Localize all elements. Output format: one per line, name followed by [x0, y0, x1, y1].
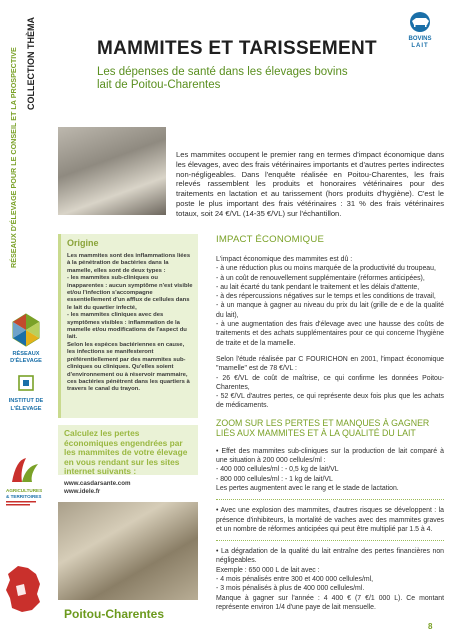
impact-item: - au lait écarté du tank pendant le traitement et les délais d'attente,	[216, 283, 420, 291]
impact-item: - à un coût de renouvellement supplémentaire (réformes anticipées),	[216, 274, 425, 282]
impact-item: - à une réduction plus ou moins marquée de la productivité du troupeau,	[216, 265, 436, 273]
zoom-line: - 400 000 cellules/ml : - 0,5 kg de lait/VL	[216, 466, 339, 474]
study-paragraph: Selon l'étude réalisée par C FOURICHON en 2001, l'impact économique "mamelle" est de 78 €/VL :	[216, 355, 444, 373]
reseaux-logo-line2: D'ÉLEVAGE	[10, 358, 42, 364]
origine-body: Les mammites sont des inflammations liées à la pénétration de bactéries dans la mamelle, elles sont de deux types : - les mammites sub-cliniques ou inapparentes : aucun symptôme n'est visible et/ou l'infection s'accompagne essentiellement d'un afflux de cellules dans le lait du quartier infecté, - les mammites cliniques avec des symptômes visibles : inflammation de la mamelle et/ou modifications de l'aspect du lait. Selon les espèces bactériennes en cause, les infections se manifesteront préférentiellement par des mammites sub-cliniques ou cliniques. Qu'elles soient d'environnement ou à réservoir mammaire, ces bactéries pénètrent dans les quartiers à travers le canal du trayon.	[67, 253, 193, 393]
zoom-line: Manque à gagner sur l'année : 4 400 € (7 €/1 000 L). Ce montant représente environ 1/4 d'une paye de lait mensuelle.	[216, 594, 444, 611]
vertical-network-text: RÉSEAUX D'ÉLEVAGE POUR LE CONSEIL ET LA PROSPECTIVE	[9, 47, 18, 268]
impact-title: IMPACT ÉCONOMIQUE	[216, 234, 325, 245]
zoom-line: • Effet des mammites sub-cliniques sur la production de lait comparé à une situation à 200 000 cellules/ml :	[216, 447, 444, 465]
impact-list	[216, 264, 444, 348]
institut-logo-line2: L'ÉLEVAGE	[10, 406, 42, 412]
institut-elevage-logo	[4, 372, 48, 416]
agri-logo-line1: AGRICULTURES	[6, 488, 43, 493]
dotted-divider	[216, 499, 444, 500]
vertical-collection-text: COLLECTION THÈMA	[26, 17, 36, 110]
right-column	[216, 234, 444, 612]
study-list	[216, 374, 444, 411]
institut-logo-icon	[19, 376, 33, 390]
bovins-lait-logo	[398, 10, 442, 50]
impact-item: - à une augmentation des frais d'élevage avec une hausse des coûts de traitements et des achats supplémentaires pour ce qui concerne l'hygiène de traite et de la mamelle.	[216, 321, 444, 347]
zoom-block-subclinical	[216, 447, 444, 493]
calculate-losses-box	[58, 425, 198, 475]
study-item: - 26 €/VL de coût de maîtrise, ce qui confirme les données Poitou-Charentes,	[216, 374, 444, 391]
agricultures-territoires-logo	[4, 452, 48, 508]
institut-logo-line1: INSTITUT DE	[8, 398, 44, 404]
reseaux-logo-icon	[13, 314, 39, 346]
zoom-line: - 4 mois pénalisés entre 300 et 400 000 cellules/ml,	[216, 576, 374, 584]
zoom-line: - 800 000 cellules/ml : - 1 kg de lait/VL	[216, 475, 333, 483]
impact-item: - à des répercussions négatives sur le temps et les conditions de travail,	[216, 293, 436, 301]
impact-item: - à un manque à gagner au niveau du prix du lait (grille de e de la qualité du lait),	[216, 302, 444, 319]
zoom-title: ZOOM SUR LES PERTES ET MANQUES À GAGNER LIÉS AUX MAMMITES ET À LA QUALITÉ DU LAIT	[216, 417, 430, 439]
zoom-block-quality	[216, 547, 444, 612]
reseaux-elevage-logo	[4, 312, 48, 364]
zoom-line: - 3 mois pénalisés à plus de 400 000 cellules/ml.	[216, 585, 365, 593]
agri-logo-line2: & TERRITOIRES	[6, 494, 42, 499]
france-map-icon	[4, 564, 44, 614]
region-label: Poitou-Charentes	[64, 607, 165, 621]
side-band	[0, 0, 50, 640]
zoom-line: Les pertes augmentent avec le rang et le stade de lactation.	[216, 484, 399, 492]
link-casdarsante[interactable]: www.casdarsante.com	[64, 480, 131, 487]
website-links	[58, 480, 198, 496]
zoom-line: • La dégradation de la qualité du lait entraîne des pertes financières non négligeables.	[216, 548, 444, 565]
dotted-divider	[216, 540, 444, 541]
milking-photo	[58, 127, 166, 215]
intro-paragraph: Les mammites occupent le premier rang en termes d'impact économique dans les élevages, avec des frais vétérinaires importants et d'autres pertes indirectes non-négligeables. Dans l'enquête réalisée en Poitou-Charentes, les frais relevés rassemblent les produits et honoraires vétérinaires pour des traitements en lactation et au tarissement (hors produits d'hygiène). C'est le poste le plus important des frais vétérinaires : 31 % des frais vétérinaires totaux, soit 24 €/VL (14-35 €/VL) sur l'échantillon.	[176, 150, 444, 218]
reseaux-logo-line1: RÉSEAUX	[12, 351, 40, 357]
bovins-logo-line2: LAIT	[411, 43, 429, 49]
calculate-losses-title: Calculez les pertes économiques engendrées par les mammites de votre élevage en vous rendant sur les sites internet suivants :	[64, 428, 188, 477]
impact-lead: L'impact économique des mammites est dû :	[216, 256, 353, 263]
zoom-block-risks: • Avec une explosion des mammites, d'autres risques se développent : la présence d'inhibiteurs, la mortalité de vaches avec des mammites graves et un nombre de réformes anticipées qui peut être multiplié par 1.5 à 4.	[216, 507, 444, 533]
calf-photo	[58, 502, 198, 600]
vertical-series-title	[4, 10, 44, 268]
page-title: MAMMITES ET TARISSEMENT	[97, 38, 377, 59]
origine-title: Origine	[67, 238, 99, 248]
origine-box	[58, 234, 198, 418]
bovins-logo-line1: BOVINS	[408, 36, 432, 42]
zoom-line: Exemple : 650 000 L de lait avec :	[216, 566, 320, 574]
study-item: - 52 €/VL d'autres pertes, ce qui représente deux fois plus que les achats de médicaments.	[216, 393, 444, 410]
page-number: 8	[428, 622, 433, 631]
link-idele[interactable]: www.idele.fr	[64, 488, 101, 495]
agricultures-logo-icon	[12, 458, 38, 482]
page-subtitle: Les dépenses de santé dans les élevages bovins lait de Poitou-Charentes	[97, 66, 348, 91]
